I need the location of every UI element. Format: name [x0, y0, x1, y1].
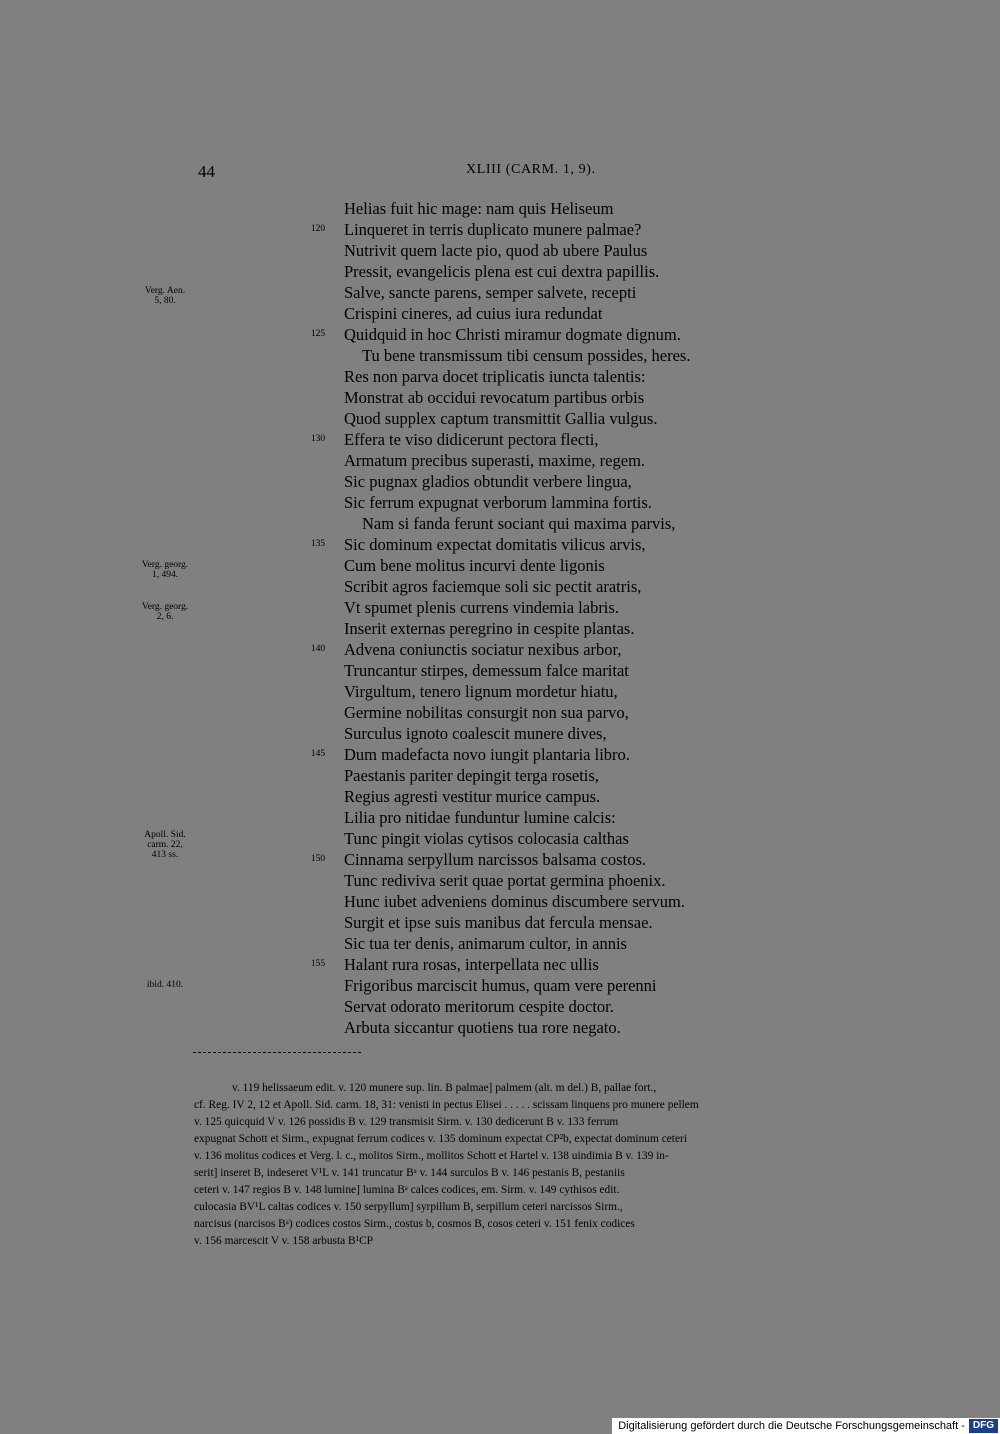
verse-text: Surgit et ipse suis manibus dat fercula mensae.	[344, 913, 653, 932]
apparatus-line: culocasia BV¹L caltas codices v. 150 serpyllum] syrpillum B, serpillum ceteri narcissos Sirm.,	[194, 1201, 623, 1213]
verse-text: Cinnama serpyllum narcissos balsama costos.	[344, 850, 646, 869]
verse-text: Paestanis pariter depingit terga rosetis,	[344, 766, 599, 785]
verse-line	[344, 261, 784, 282]
verse-text: Regius agresti vestitur murice campus.	[344, 787, 601, 806]
verse-line	[344, 912, 784, 933]
verse-line	[344, 723, 784, 744]
dfg-logo: DFG	[969, 1419, 998, 1433]
verse-text: Sic pugnax gladios obtundit verbere lingua,	[344, 472, 632, 491]
page-number: 44	[198, 162, 215, 181]
apparatus-line: expugnat Schott et Sirm., expugnat ferrum codices v. 135 dominum expectat CP²b, expectat dominum ceteri	[194, 1133, 687, 1145]
verse-line	[344, 618, 784, 639]
verse-line	[310, 429, 784, 450]
marginal-reference-line: Apoll. Sid.	[144, 830, 186, 840]
verse-line	[344, 303, 784, 324]
marginal-reference	[110, 830, 220, 860]
verse-line	[344, 660, 784, 681]
verse-text: Armatum precibus superasti, maxime, regem.	[344, 451, 646, 470]
apparatus-line: serit] inseret B, indeseret V¹L v. 141 truncatur Bᵃ v. 144 surculos B v. 146 pestanis B, pestaniis	[194, 1167, 625, 1179]
verse-text: Res non parva docet triplicatis iuncta talentis:	[344, 367, 646, 386]
funding-text: Digitalisierung gefördert durch die Deutsche Forschungsgemeinschaft -	[618, 1420, 965, 1432]
line-number: 145	[310, 749, 326, 759]
verse-text: Monstrat ab occidui revocatum partibus orbis	[344, 388, 645, 407]
verse-text: Surculus ignoto coalescit munere dives,	[344, 724, 607, 743]
marginal-reference-line: Verg. georg.	[141, 602, 189, 612]
verse-text: Nutrivit quem lacte pio, quod ab ubere Paulus	[344, 241, 648, 260]
verse-text: Hunc iubet adveniens dominus discumbere servum.	[344, 892, 685, 911]
line-number: 140	[310, 644, 326, 654]
verse-text: Tunc pingit violas cytisos colocasia calthas	[344, 829, 629, 848]
verse-text: Sic tua ter denis, animarum cultor, in annis	[344, 934, 627, 953]
marginal-reference-line: 2, 6.	[156, 612, 174, 622]
verse-line	[344, 681, 784, 702]
verse-line	[310, 639, 784, 660]
verse-block	[310, 198, 784, 1038]
running-head: XLIII (CARM. 1, 9).	[466, 162, 596, 177]
apparatus-line: ceteri v. 147 regios B v. 148 lumine] lumina Bᵃ calces codices, em. Sirm. v. 149 cythisos edit.	[194, 1184, 620, 1196]
footnote-separator	[193, 1052, 361, 1053]
apparatus-line: cf. Reg. IV 2, 12 et Apoll. Sid. carm. 18, 31: venisti in pectus Elisei . . . . . scissam linquens pro munere pellem	[194, 1099, 699, 1111]
line-number: 150	[310, 854, 326, 864]
verse-text: Sic ferrum expugnat verborum lammina fortis.	[344, 493, 652, 512]
verse-line	[344, 513, 784, 534]
verse-line	[344, 933, 784, 954]
verse-text: Tunc rediviva serit quae portat germina phoenix.	[344, 871, 666, 890]
verse-text: Servat odorato meritorum cespite doctor.	[344, 997, 614, 1016]
verse-text: Helias fuit hic mage: nam quis Heliseum	[344, 199, 614, 218]
line-number: 130	[310, 434, 326, 444]
verse-line	[344, 1017, 784, 1038]
verse-text: Linqueret in terris duplicato munere palmae?	[344, 220, 642, 239]
verse-text: Frigoribus marciscit humus, quam vere perenni	[344, 976, 657, 995]
verse-text: Halant rura rosas, interpellata nec ullis	[344, 955, 599, 974]
verse-line	[310, 954, 784, 975]
verse-line	[344, 576, 784, 597]
verse-line	[344, 807, 784, 828]
verse-line	[310, 534, 784, 555]
verse-line	[344, 870, 784, 891]
funding-notice	[612, 1418, 1000, 1434]
verse-text: Effera te viso didicerunt pectora flecti,	[344, 430, 599, 449]
verse-line	[310, 219, 784, 240]
verse-line	[344, 891, 784, 912]
verse-line	[344, 198, 784, 219]
line-number: 155	[310, 959, 326, 969]
verse-text: Inserit externas peregrino in cespite plantas.	[344, 619, 635, 638]
verse-line	[344, 828, 784, 849]
verse-line	[344, 240, 784, 261]
marginal-reference-line: 1, 494.	[151, 570, 179, 580]
line-number: 135	[310, 539, 326, 549]
verse-text: Advena coniunctis sociatur nexibus arbor,	[344, 640, 622, 659]
verse-line	[310, 849, 784, 870]
marginal-reference-line: 5, 80.	[154, 296, 176, 306]
verse-text: Arbuta siccantur quotiens tua rore negato.	[344, 1018, 621, 1037]
verse-text: Quidquid in hoc Christi miramur dogmate dignum.	[344, 325, 681, 344]
verse-line	[310, 324, 784, 345]
verse-text: Cum bene molitus incurvi dente ligonis	[344, 556, 605, 575]
apparatus-line: v. 119 helissaeum edit. v. 120 munere sup. lin. B palmae] palmem (alt. m del.) B, pallae fort.,	[232, 1082, 657, 1094]
apparatus-line: v. 125 quicquid V v. 126 possidis B v. 129 transmisit Sirm. v. 130 dedicerunt B v. 133 ferrum	[194, 1116, 619, 1128]
verse-line	[344, 492, 784, 513]
verse-line	[344, 702, 784, 723]
verse-line	[344, 387, 784, 408]
verse-line	[344, 471, 784, 492]
marginal-reference-line: carm. 22,	[147, 840, 183, 850]
verse-line	[344, 408, 784, 429]
verse-line	[344, 765, 784, 786]
marginal-reference-line: Verg. georg.	[141, 560, 189, 570]
verse-line	[344, 282, 784, 303]
verse-text: Tu bene transmissum tibi censum possides, heres.	[362, 346, 691, 365]
verse-text: Salve, sancte parens, semper salvete, recepti	[344, 283, 637, 302]
verse-text: Virgultum, tenero lignum mordetur hiatu,	[344, 682, 618, 701]
verse-text: Truncantur stirpes, demessum falce maritat	[344, 661, 629, 680]
line-number: 125	[310, 329, 326, 339]
apparatus-line: narcisus (narcisos Bᵃ) codices costos Sirm., costus b, cosmos B, cosos ceteri v. 151 fenix codices	[194, 1218, 635, 1230]
critical-apparatus	[194, 1080, 866, 1250]
verse-line	[344, 450, 784, 471]
verse-line	[344, 555, 784, 576]
verse-text: Germine nobilitas consurgit non sua parvo,	[344, 703, 629, 722]
verse-text: Nam si fanda ferunt sociant qui maxima parvis,	[362, 514, 676, 533]
verse-text: Lilia pro nitidae funduntur lumine calcis:	[344, 808, 616, 827]
verse-line	[344, 975, 784, 996]
verse-text: Scribit agros faciemque soli sic pectit aratris,	[344, 577, 642, 596]
verse-line	[344, 366, 784, 387]
verse-text: Vt spumet plenis currens vindemia labris.	[344, 598, 619, 617]
marginal-reference-line: Verg. Aen.	[144, 286, 186, 296]
marginal-reference	[110, 980, 220, 990]
marginal-reference-line: ibid. 410.	[146, 980, 184, 990]
verse-text: Crispini cineres, ad cuius iura redundat	[344, 304, 603, 323]
verse-text: Dum madefacta novo iungit plantaria libro.	[344, 745, 630, 764]
verse-line	[344, 597, 784, 618]
marginal-reference-line: 413 ss.	[151, 850, 179, 860]
verse-line	[344, 345, 784, 366]
verse-line	[310, 744, 784, 765]
apparatus-line: v. 156 marcescit V v. 158 arbusta B¹CP	[194, 1235, 374, 1247]
marginal-reference	[110, 602, 220, 622]
verse-line	[344, 786, 784, 807]
verse-line	[344, 996, 784, 1017]
verse-text: Sic dominum expectat domitatis vilicus arvis,	[344, 535, 646, 554]
line-number: 120	[310, 224, 326, 234]
marginal-reference	[110, 286, 220, 306]
marginal-reference	[110, 560, 220, 580]
verse-text: Quod supplex captum transmittit Gallia vulgus.	[344, 409, 658, 428]
verse-text: Pressit, evangelicis plena est cui dextra papillis.	[344, 262, 660, 281]
apparatus-line: v. 136 molitus codices et Verg. l. c., molitos Sirm., mollitos Schott et Hartel v. 138 uindimia B v. 139 in-	[194, 1150, 669, 1162]
